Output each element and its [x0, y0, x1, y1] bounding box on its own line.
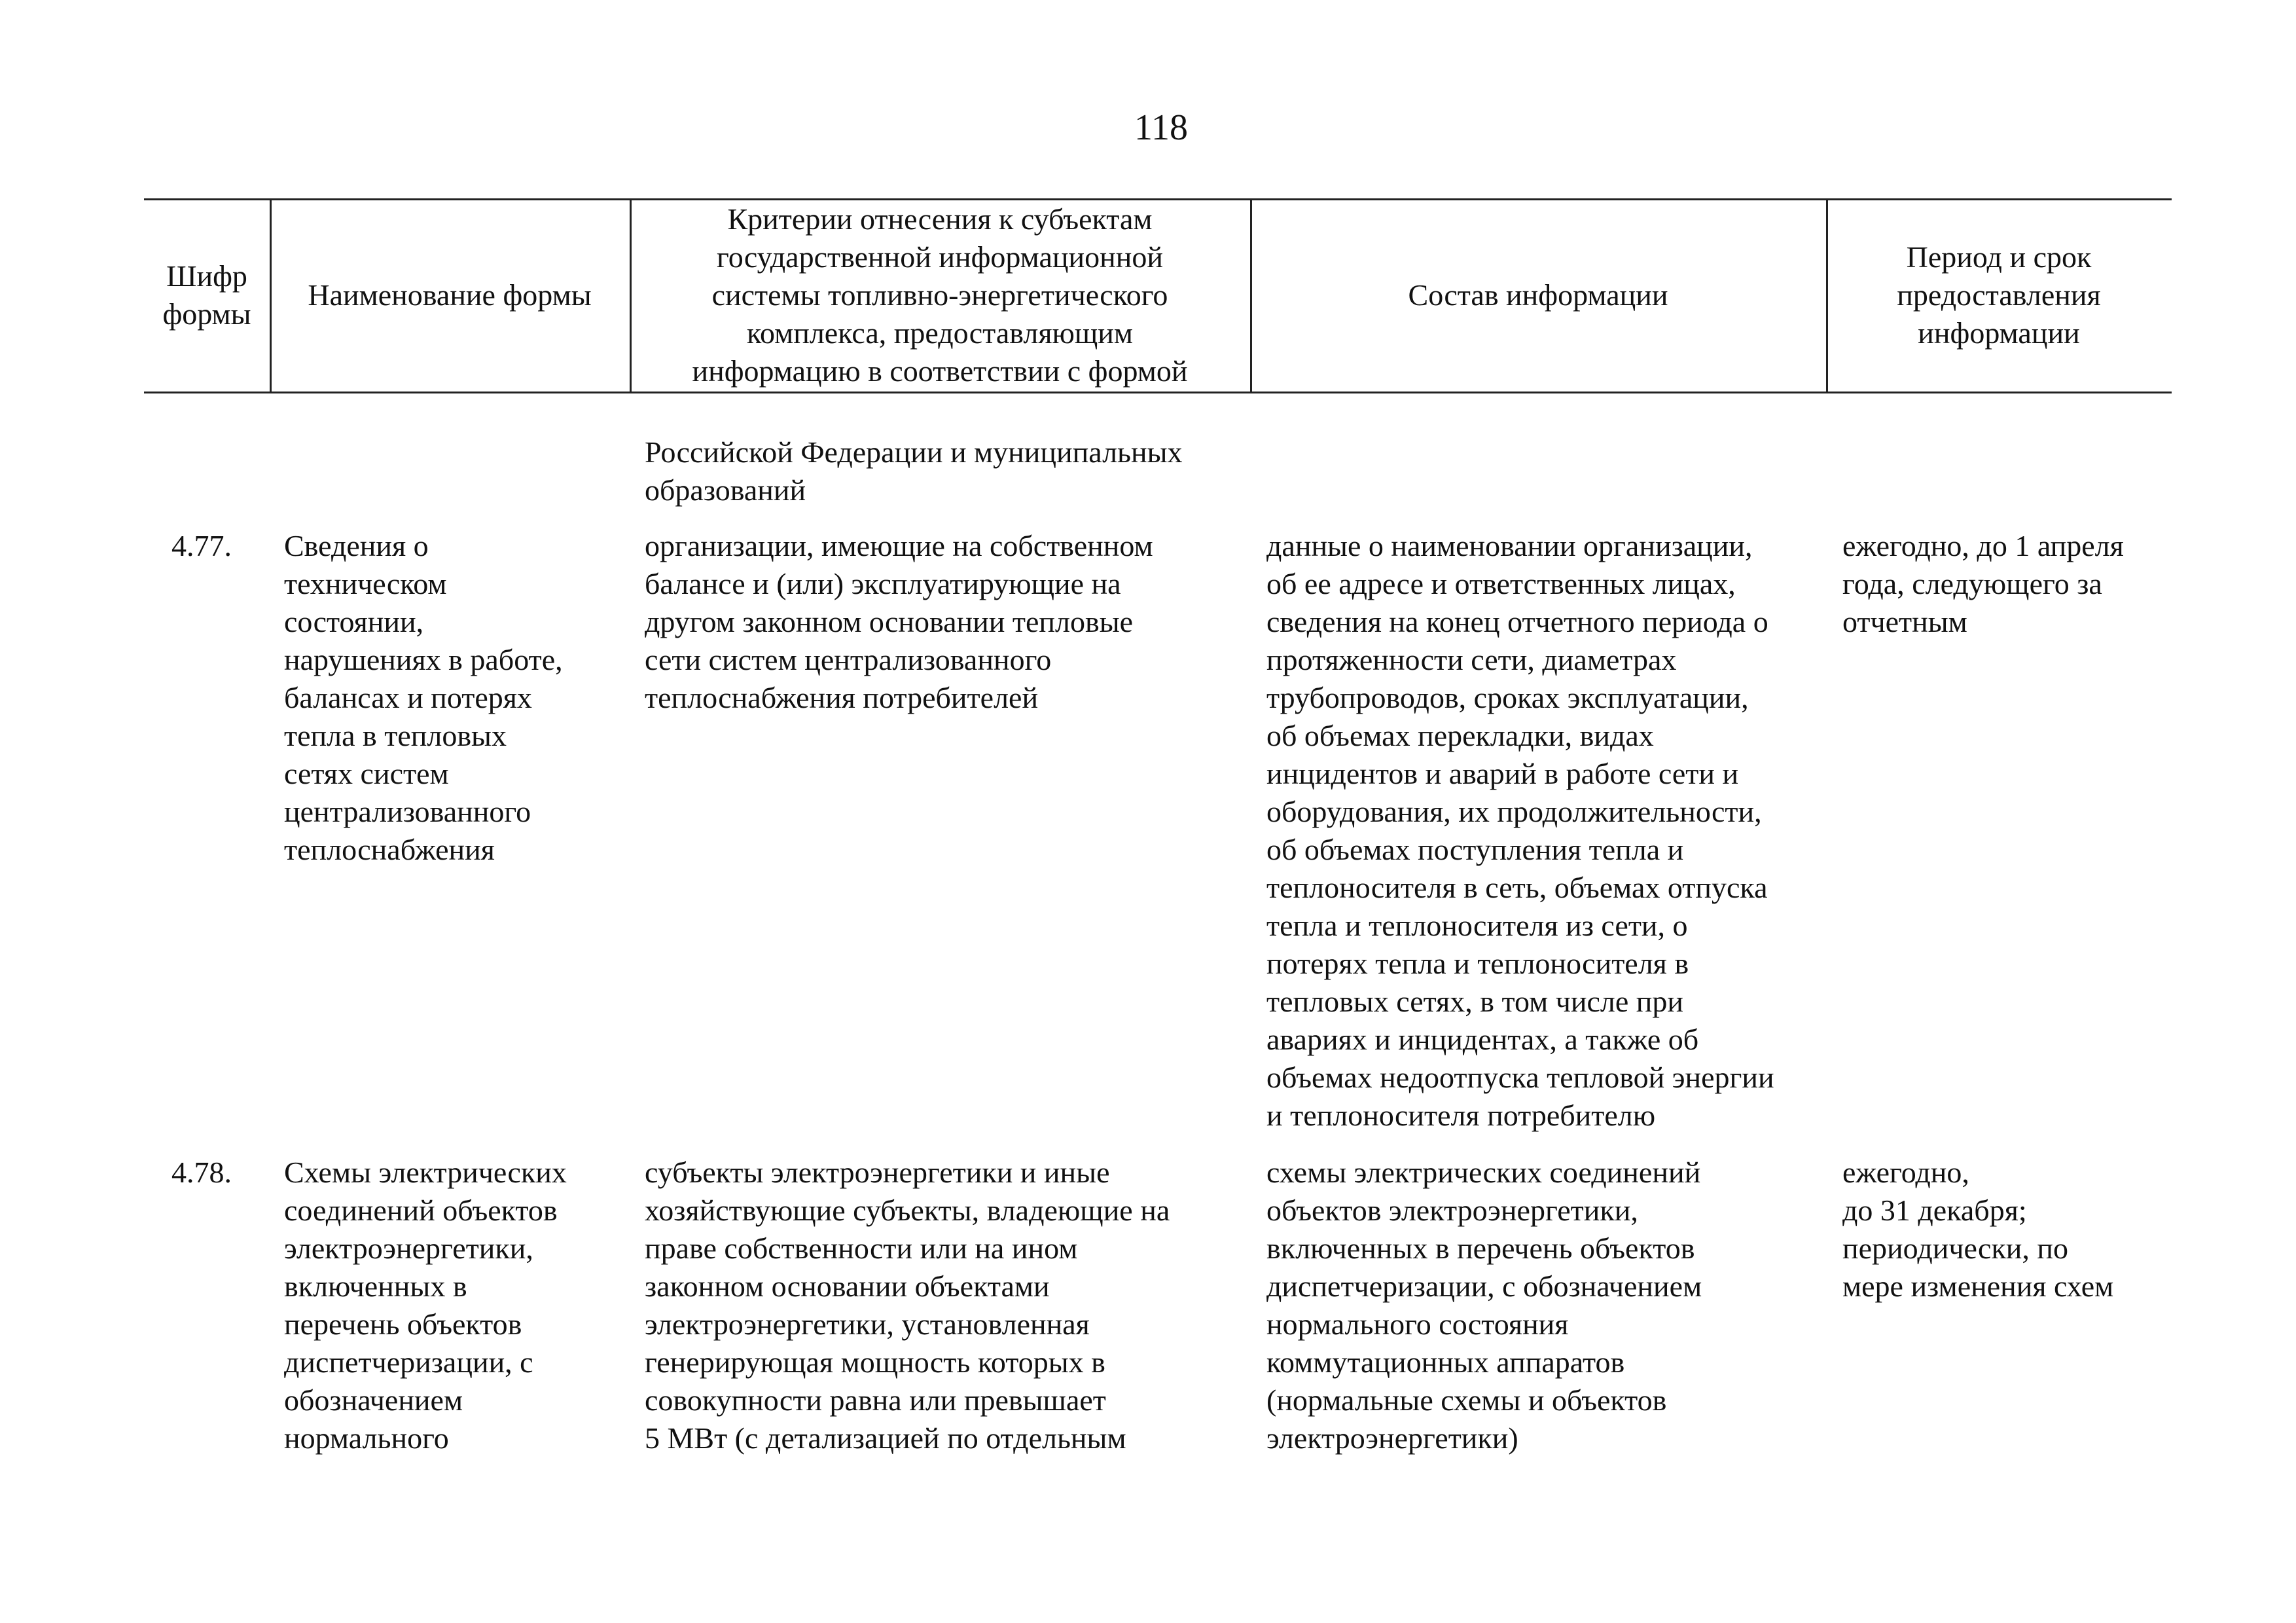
header-criteria-label: Критерии отнесения к субъектам государственной информационной системы топливно-энергетического комплекса, предоставляющим информацию в соответствии с формой: [692, 202, 1188, 388]
row-form-name: Сведения о техническом состоянии, нарушениях в работе, балансах и потерях тепла в тепловых сетях систем централизованного теплоснабжения: [284, 529, 563, 866]
row-content: схемы электрических соединений объектов электроэнергетики, включенных в перечень объектов диспетчеризации, с обозначением нормального состояния коммутационных аппаратов (нормальные схемы и объектов электроэнергетики): [1266, 1156, 1702, 1455]
header-content: [1250, 198, 1826, 392]
row-code: 4.77.: [171, 529, 232, 562]
header-code: [144, 198, 270, 392]
row-content: данные о наименовании организации, об ее адресе и ответственных лицах, сведения на конец отчетного периода о протяженности сети, диаметрах трубопроводов, сроках эксплуатации, об объемах перекладки, видах инцидентов и аварий в работе сети и оборудования, их продолжительности, об объемах поступления тепла и теплоносителя в сеть, объемах отпуска тепла и теплоносителя из сети, о потерях тепла и теплоносителя в тепловых сетях, в том числе при авариях и инцидентах, а также об объемах недоотпуска тепловой энергии и теплоносителя потребителю: [1266, 529, 1774, 1132]
row-criteria: субъекты электроэнергетики и иные хозяйствующие субъекты, владеющие на праве собственности или на ином законном основании объектами электроэнергетики, установленная генерирующая мощность которых в совокупности равна или превышает 5 МВт (с детализацией по отдельным: [645, 1156, 1170, 1455]
row-code: 4.78.: [171, 1156, 232, 1189]
row-criteria: организации, имеющие на собственном балансе и (или) эксплуатирующие на другом законном основании тепловые сети систем централизованного теплоснабжения потребителей: [645, 529, 1153, 714]
header-period: [1826, 198, 2172, 392]
header-period-label: Период и срок предоставления информации: [1897, 240, 2101, 350]
header-code-label: Шифр формы: [162, 259, 251, 331]
header-form-name-label: Наименование формы: [308, 278, 592, 312]
header-bottom-rule: [144, 392, 2172, 393]
row-period: ежегодно, до 1 апреля года, следующего за отчетным: [1842, 529, 2124, 638]
header-form-name: [270, 198, 630, 392]
row-form-name: Схемы электрических соединений объектов электроэнергетики, включенных в перечень объектов диспетчеризации, с обозначением нормального: [284, 1156, 567, 1455]
criteria-continuation: Российской Федерации и муниципальных образований: [645, 435, 1183, 507]
header-content-label: Состав информации: [1408, 278, 1668, 312]
page-number: 118: [1134, 107, 1188, 148]
header-criteria: [630, 198, 1250, 392]
row-period: ежегодно, до 31 декабря; периодически, по мере изменения схем: [1842, 1156, 2114, 1303]
